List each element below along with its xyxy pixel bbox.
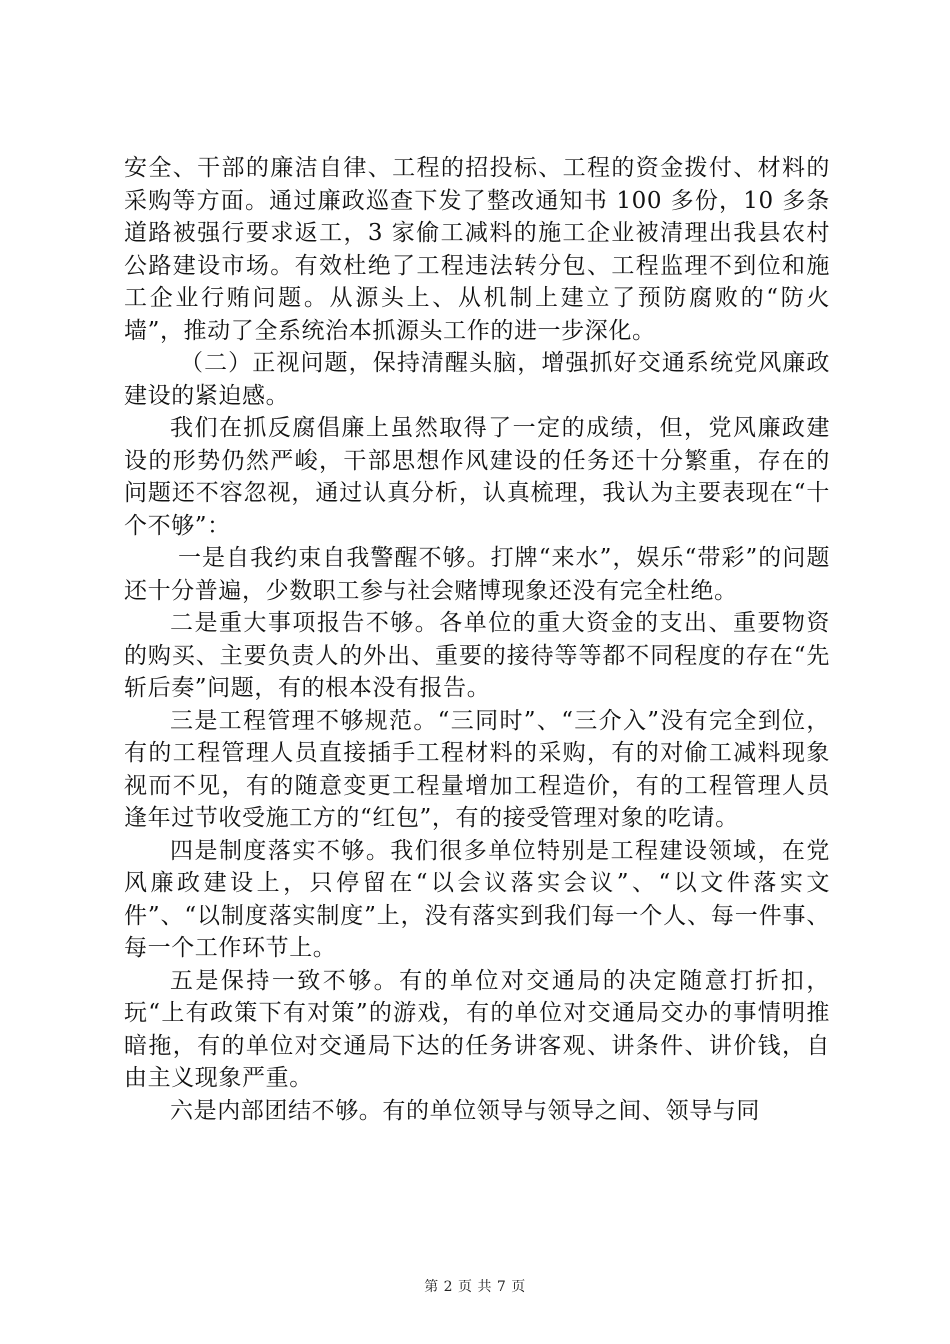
- paragraph-point-6: 六是内部团结不够。有的单位领导与领导之间、领导与同: [170, 1097, 760, 1124]
- document-body: [124, 152, 830, 1127]
- section-heading: （二）正视问题，保持清醒头脑，增强抓好交通系统党风廉政建设的紧迫感。: [124, 350, 830, 409]
- paragraph-point-3: 三是工程管理不够规范。“三同时”、“三介入”没有完全到位，有的工程管理人员直接插手工程材料的采购，有的对偷工减料现象视而不见，有的随意变更工程量增加工程造价，有的工程管理人员逢年过节收受施工方的“红包”，有的接受管理对象的吃请。: [124, 707, 830, 831]
- paragraph-point-2: 二是重大事项报告不够。各单位的重大资金的支出、重要物资的购买、主要负责人的外出、重要的接待等等都不同程度的存在“先斩后奏”问题，有的根本没有报告。: [124, 610, 830, 701]
- paragraph-continuation: 安全、干部的廉洁自律、工程的招投标、工程的资金拨付、材料的采购等方面。通过廉政巡查下发了整改通知书 100 多份，10 多条道路被强行要求返工，3 家偷工减料的施工企业被清理出我县农村公路建设市场。有效杜绝了工程违法转分包、工程监理不到位和施工企业行贿问题。从源头上、从机制上建立了预防腐败的“防火墙”，推动了全系统治本抓源头工作的进一步深化。: [124, 155, 830, 344]
- paragraph-point-1: 一是自我约束自我警醒不够。打牌“来水”，娱乐“带彩”的问题还十分普遍，少数职工参与社会赌博现象还没有完全杜绝。: [124, 545, 830, 604]
- page-number-footer: 第 2 页 共 7 页: [424, 1279, 526, 1295]
- paragraph-intro: 我们在抓反腐倡廉上虽然取得了一定的成绩，但，党风廉政建设的形势仍然严峻，干部思想作风建设的任务还十分繁重，存在的问题还不容忽视，通过认真分析，认真梳理，我认为主要表现在“十个不够”：: [124, 415, 830, 539]
- paragraph-point-5: 五是保持一致不够。有的单位对交通局的决定随意打折扣，玩“上有政策下有对策”的游戏，有的单位对交通局交办的事情明推暗拖，有的单位对交通局下达的任务讲客观、讲条件、讲价钱，自由主义现象严重。: [124, 967, 830, 1091]
- paragraph-point-4: 四是制度落实不够。我们很多单位特别是工程建设领域，在党风廉政建设上，只停留在“以会议落实会议”、“以文件落实文件”、“以制度落实制度”上，没有落实到我们每一个人、每一件事、每一个工作环节上。: [124, 837, 830, 961]
